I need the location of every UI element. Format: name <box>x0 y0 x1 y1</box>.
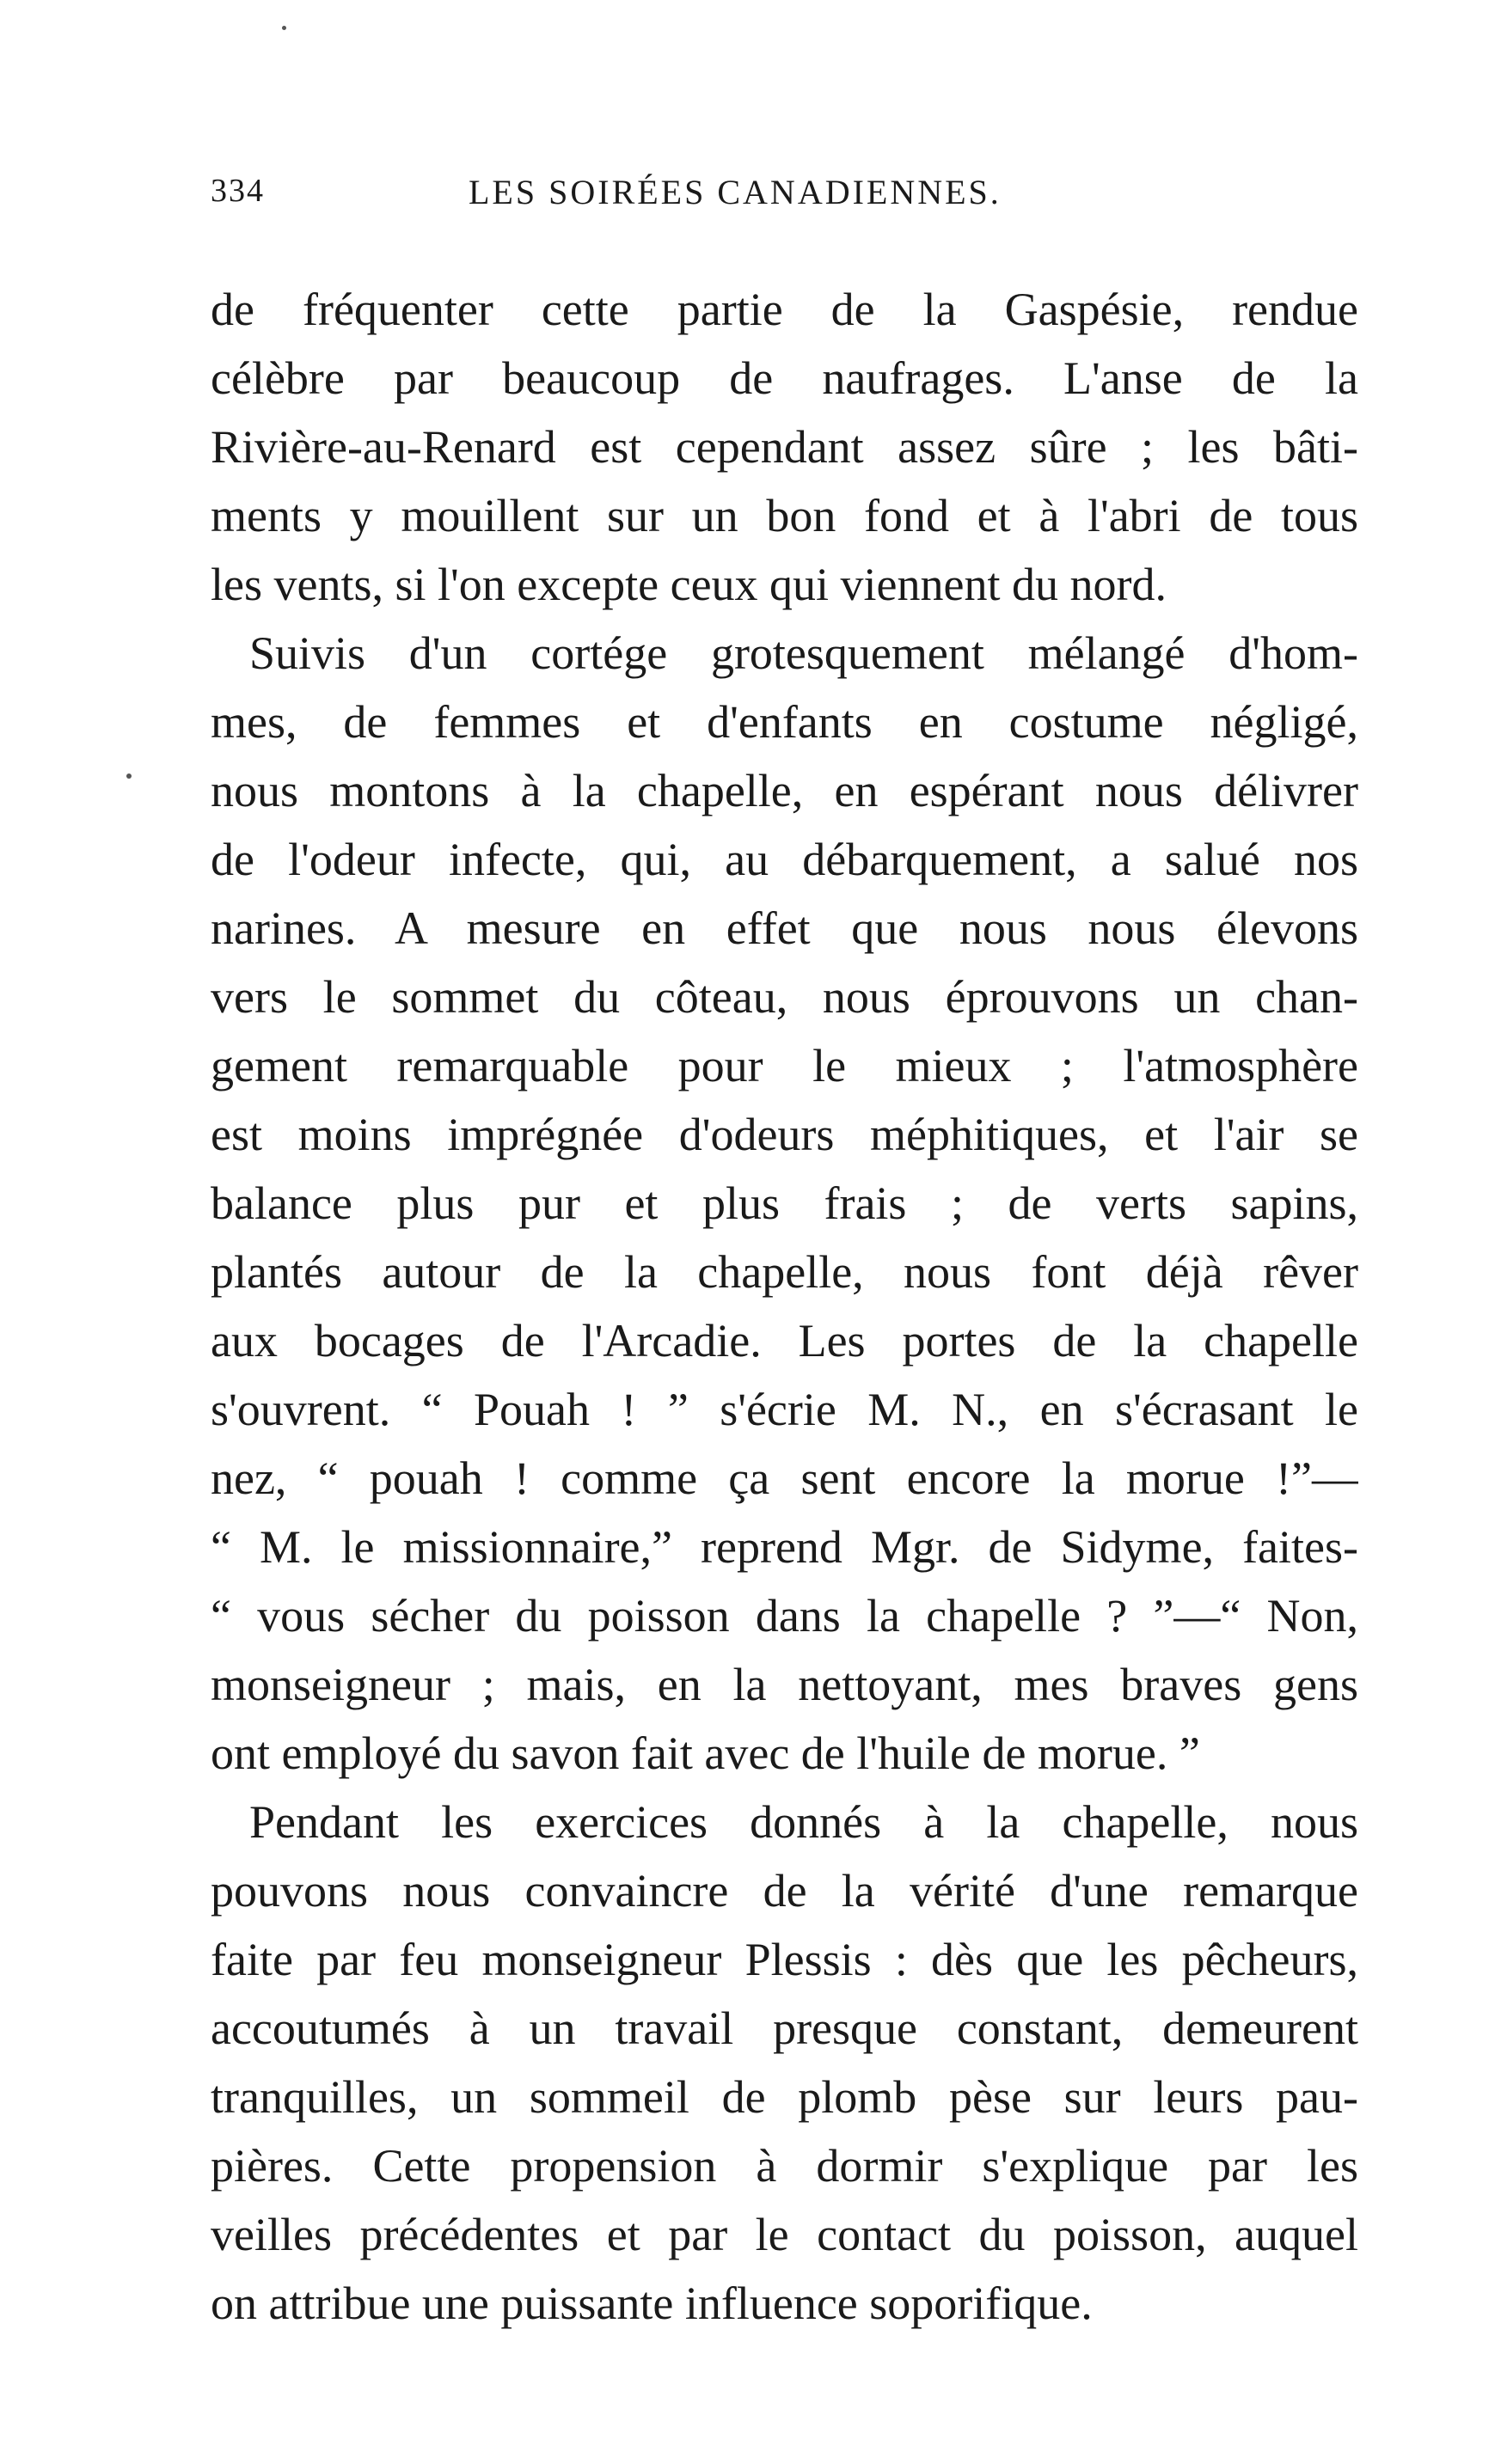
text-line: faite par feu monseigneur Plessis : dès que les pêcheurs, <box>211 1934 1358 1985</box>
text-line: célèbre par beaucoup de naufrages. L'anse de la <box>211 352 1358 404</box>
text-line: gement remarquable pour le mieux ; l'atmosphère <box>211 1040 1358 1091</box>
page-number: 334 <box>211 173 265 209</box>
text-line: s'ouvrent. “ Pouah ! ” s'écrie M. N., en s'écrasant le <box>211 1384 1358 1435</box>
text-line: ont employé du savon fait avec de l'huile de morue. ” <box>211 1727 1200 1779</box>
text-line: de fréquenter cette partie de la Gaspésie, rendue <box>211 284 1358 335</box>
text-line: monseigneur ; mais, en la nettoyant, mes braves gens <box>211 1659 1358 1710</box>
paragraph <box>211 1788 1358 2338</box>
text-line: Rivière-au-Renard est cependant assez sûre ; les bâti- <box>211 421 1358 473</box>
paragraph <box>211 275 1358 619</box>
running-title: LES SOIRÉES CANADIENNES. <box>469 173 1002 211</box>
body-text <box>211 275 1358 2338</box>
text-line: narines. A mesure en effet que nous nous élevons <box>211 902 1358 954</box>
text-line: nous montons à la chapelle, en espérant nous délivrer <box>211 765 1358 816</box>
running-head <box>211 172 1358 223</box>
text-line: on attribue une puissante influence soporifique. <box>211 2278 1093 2329</box>
text-line: accoutumés à un travail presque constant, demeurent <box>211 2002 1358 2054</box>
text-line: les vents, si l'on excepte ceux qui viennent du nord. <box>211 559 1167 610</box>
text-line: plantés autour de la chapelle, nous font déjà rêver <box>211 1246 1358 1298</box>
text-line: vers le sommet du côteau, nous éprouvons un chan- <box>211 971 1358 1023</box>
text-line: “ vous sécher du poisson dans la chapelle ? ”—“ Non, <box>211 1590 1358 1642</box>
text-line: Suivis d'un cortége grotesquement mélangé d'hom- <box>249 627 1358 679</box>
text-line: est moins imprégnée d'odeurs méphitiques, et l'air se <box>211 1109 1358 1160</box>
text-line: mes, de femmes et d'enfants en costume négligé, <box>211 696 1358 748</box>
text-line: “ M. le missionnaire,” reprend Mgr. de Sidyme, faites- <box>211 1521 1358 1573</box>
paragraph <box>211 619 1358 1788</box>
text-line: balance plus pur et plus frais ; de verts sapins, <box>211 1177 1358 1229</box>
text-line: pouvons nous convaincre de la vérité d'une remarque <box>211 1865 1358 1917</box>
text-line: veilles précédentes et par le contact du poisson, auquel <box>211 2209 1358 2260</box>
text-line: aux bocages de l'Arcadie. Les portes de la chapelle <box>211 1315 1358 1367</box>
text-line: Pendant les exercices donnés à la chapelle, nous <box>249 1796 1358 1848</box>
print-speck <box>126 773 132 779</box>
text-line: tranquilles, un sommeil de plomb pèse sur leurs pau- <box>211 2071 1358 2123</box>
text-line: de l'odeur infecte, qui, au débarquement, a salué nos <box>211 834 1358 885</box>
print-speck <box>282 26 286 30</box>
text-line: nez, “ pouah ! comme ça sent encore la morue !”— <box>211 1452 1358 1504</box>
text-line: pières. Cette propension à dormir s'explique par les <box>211 2140 1358 2192</box>
text-line: ments y mouillent sur un bon fond et à l'abri de tous <box>211 490 1358 541</box>
